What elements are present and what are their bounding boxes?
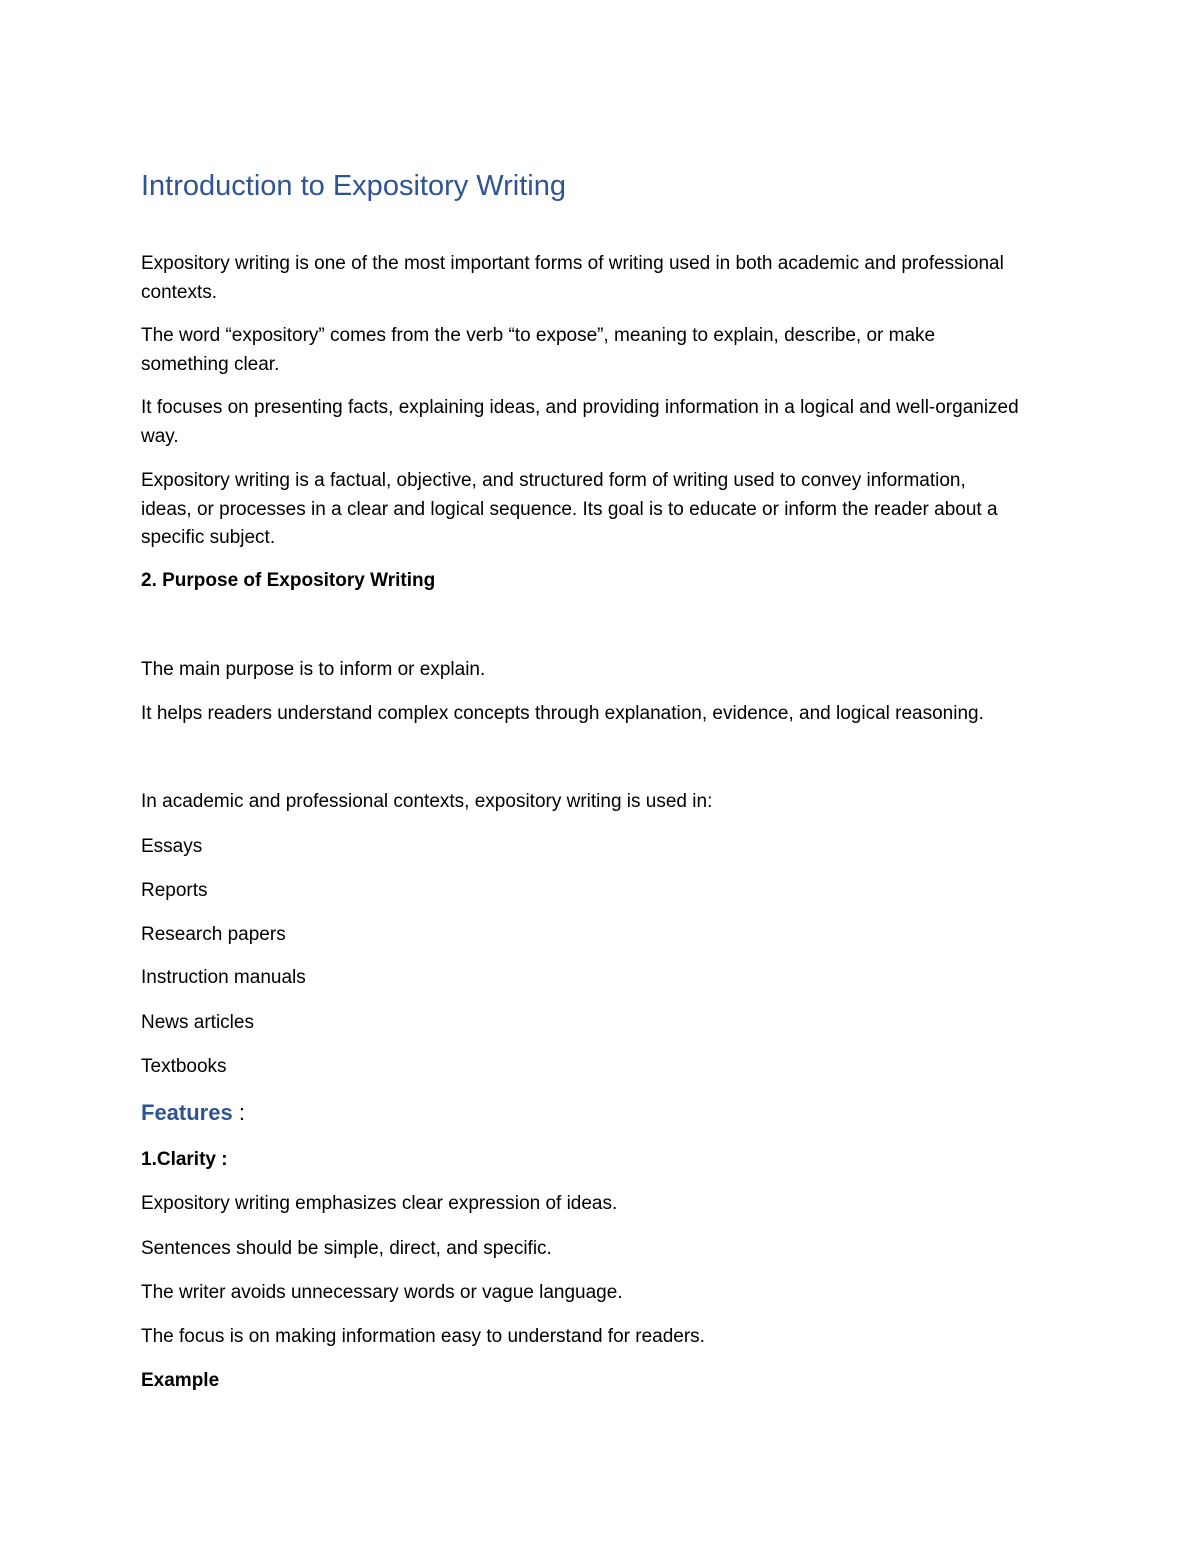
uses-list-item: Instruction manuals (141, 967, 306, 988)
intro-paragraph-1-line-2: contexts. (141, 282, 218, 303)
clarity-point: Expository writing emphasizes clear expression of ideas. (141, 1193, 618, 1214)
intro-paragraph-4-line-2: ideas, or processes in a clear and logical sequence. Its goal is to educate or inform the reader about a (141, 499, 998, 520)
purpose-heading: 2. Purpose of Expository Writing (141, 570, 436, 591)
intro-paragraph-3-line-1: It focuses on presenting facts, explaining ideas, and providing information in a logical and well-organized (141, 397, 1019, 418)
features-heading (141, 1098, 245, 1128)
intro-paragraph-4-line-1: Expository writing is a factual, objective, and structured form of writing used to convey information, (141, 470, 966, 491)
intro-paragraph-2-line-1: The word “expository” comes from the verb “to expose”, meaning to explain, describe, or make (141, 325, 936, 346)
example-label: Example (141, 1370, 220, 1391)
uses-list-item: Textbooks (141, 1056, 227, 1077)
page-title: Introduction to Expository Writing (141, 170, 566, 202)
purpose-paragraph-2: It helps readers understand complex concepts through explanation, evidence, and logical reasoning. (141, 703, 984, 724)
uses-intro: In academic and professional contexts, expository writing is used in: (141, 791, 713, 812)
uses-list-item: Reports (141, 880, 208, 901)
clarity-point: The writer avoids unnecessary words or vague language. (141, 1282, 623, 1303)
intro-paragraph-3-line-2: way. (141, 426, 179, 447)
uses-list-item: Essays (141, 836, 203, 857)
features-heading-colon: : (232, 1100, 245, 1125)
intro-paragraph-1-line-1: Expository writing is one of the most important forms of writing used in both academic and professional (141, 253, 1004, 274)
clarity-heading: 1.Clarity : (141, 1149, 228, 1170)
features-heading-text: Features (141, 1100, 233, 1125)
clarity-point: The focus is on making information easy to understand for readers. (141, 1326, 705, 1347)
intro-paragraph-2-line-2: something clear. (141, 354, 280, 375)
clarity-point: Sentences should be simple, direct, and specific. (141, 1238, 552, 1259)
intro-paragraph-4-line-3: specific subject. (141, 527, 276, 548)
purpose-paragraph-1: The main purpose is to inform or explain. (141, 659, 486, 680)
uses-list-item: News articles (141, 1012, 254, 1033)
uses-list-item: Research papers (141, 924, 286, 945)
